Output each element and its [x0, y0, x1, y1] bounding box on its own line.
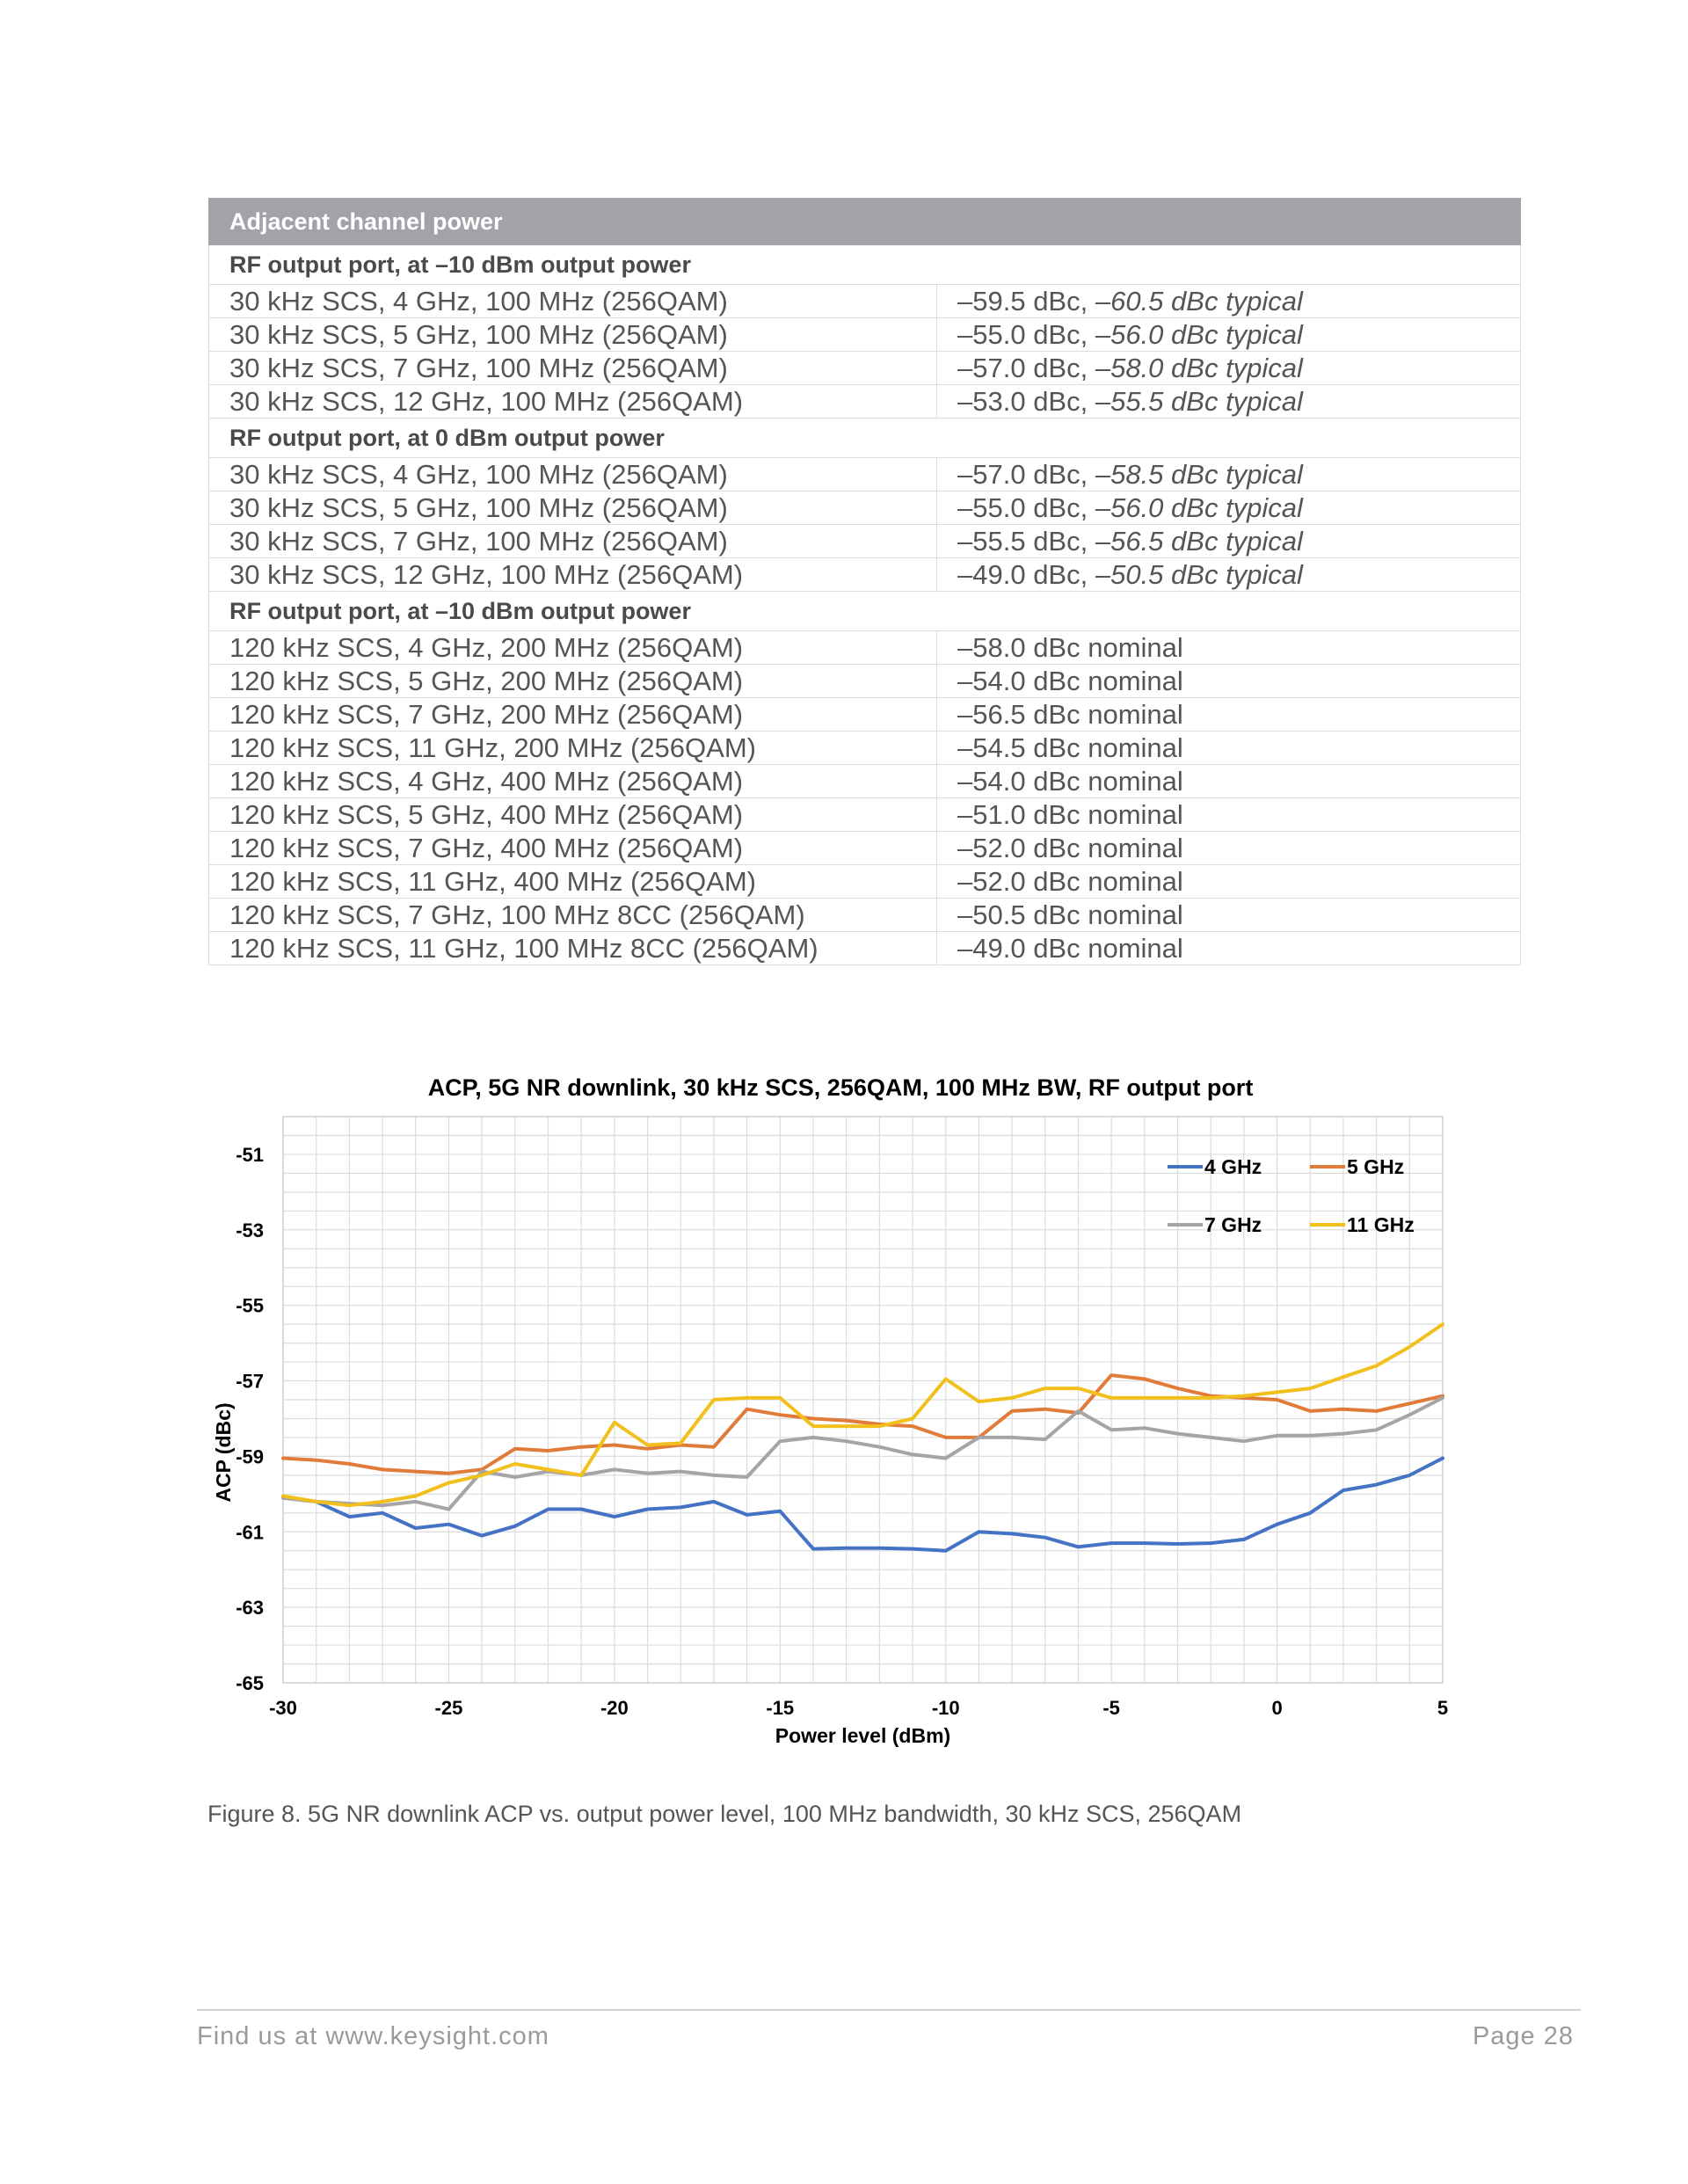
row-value: [937, 385, 1521, 419]
y-tick-label: -59: [236, 1445, 264, 1468]
table-row: [209, 865, 1521, 899]
x-tick-label: -20: [600, 1697, 629, 1719]
table-row: [209, 318, 1521, 352]
row-value: [937, 798, 1521, 832]
table-row: [209, 525, 1521, 558]
spec-value: –55.0 dBc,: [957, 492, 1095, 523]
row-label: 120 kHz SCS, 11 GHz, 200 MHz (256QAM): [209, 732, 937, 765]
spec-value: –52.0 dBc nominal: [957, 866, 1183, 897]
x-tick-label: -15: [766, 1697, 795, 1719]
figure-caption: Figure 8. 5G NR downlink ACP vs. output power level, 100 MHz bandwidth, 30 kHz SCS, 256QAM: [207, 1801, 1242, 1827]
row-value: [937, 631, 1521, 665]
row-value: [937, 765, 1521, 798]
section-title: RF output port, at –10 dBm output power: [209, 245, 1521, 285]
row-label: 30 kHz SCS, 7 GHz, 100 MHz (256QAM): [209, 352, 937, 385]
table-row: [209, 765, 1521, 798]
spec-value: –53.0 dBc,: [957, 386, 1095, 417]
y-tick-label: -65: [236, 1672, 264, 1694]
row-value: [937, 525, 1521, 558]
section-title: RF output port, at 0 dBm output power: [209, 419, 1521, 458]
typical-value: –55.5 dBc typical: [1095, 386, 1303, 417]
x-tick-label: -25: [434, 1697, 463, 1719]
footer-divider: [197, 2009, 1581, 2011]
row-label: 120 kHz SCS, 11 GHz, 400 MHz (256QAM): [209, 865, 937, 899]
spec-value: –54.5 dBc nominal: [957, 732, 1183, 763]
row-label: 30 kHz SCS, 12 GHz, 100 MHz (256QAM): [209, 385, 937, 419]
spec-value: –50.5 dBc nominal: [957, 899, 1183, 930]
legend-label: 11 GHz: [1347, 1213, 1415, 1236]
spec-value: –49.0 dBc nominal: [957, 933, 1183, 964]
table-row: [209, 558, 1521, 592]
section-title: RF output port, at –10 dBm output power: [209, 592, 1521, 631]
footer-website-link[interactable]: Find us at www.keysight.com: [197, 2022, 549, 2050]
typical-value: –56.5 dBc typical: [1095, 526, 1303, 557]
row-label: 30 kHz SCS, 5 GHz, 100 MHz (256QAM): [209, 318, 937, 352]
row-label: 120 kHz SCS, 11 GHz, 100 MHz 8CC (256QAM): [209, 932, 937, 965]
series-line-1: [283, 1375, 1443, 1474]
table-row: [209, 899, 1521, 932]
y-tick-label: -51: [236, 1143, 264, 1166]
row-value: [937, 458, 1521, 491]
page-number: Page 28: [1472, 2022, 1574, 2050]
table-header: Adjacent channel power: [209, 199, 1521, 245]
typical-value: –58.5 dBc typical: [1095, 459, 1303, 490]
spec-value: –57.0 dBc,: [957, 459, 1095, 490]
spec-value: –51.0 dBc nominal: [957, 799, 1183, 830]
table-row: [209, 798, 1521, 832]
row-value: [937, 558, 1521, 592]
spec-value: –56.5 dBc nominal: [957, 699, 1183, 730]
row-label: 30 kHz SCS, 4 GHz, 100 MHz (256QAM): [209, 285, 937, 318]
spec-value: –52.0 dBc nominal: [957, 833, 1183, 863]
y-axis-label: ACP (dBc): [212, 1402, 235, 1503]
row-value: [937, 698, 1521, 732]
spec-value: –57.0 dBc,: [957, 353, 1095, 383]
table-row: [209, 458, 1521, 491]
x-tick-label: -30: [269, 1697, 297, 1719]
row-value: [937, 318, 1521, 352]
row-label: 120 kHz SCS, 7 GHz, 200 MHz (256QAM): [209, 698, 937, 732]
row-value: [937, 932, 1521, 965]
series-line-3: [283, 1324, 1443, 1505]
row-value: [937, 899, 1521, 932]
row-value: [937, 491, 1521, 525]
legend-label: 5 GHz: [1347, 1155, 1405, 1178]
table-row: [209, 285, 1521, 318]
typical-value: –56.0 dBc typical: [1095, 492, 1303, 523]
row-label: 30 kHz SCS, 5 GHz, 100 MHz (256QAM): [209, 491, 937, 525]
series-line-2: [283, 1398, 1443, 1510]
y-tick-label: -63: [236, 1597, 264, 1620]
row-label: 120 kHz SCS, 4 GHz, 200 MHz (256QAM): [209, 631, 937, 665]
row-value: [937, 832, 1521, 865]
y-tick-label: -55: [236, 1294, 264, 1317]
typical-value: –56.0 dBc typical: [1095, 319, 1303, 350]
table-row: [209, 491, 1521, 525]
legend-label: 7 GHz: [1204, 1213, 1262, 1236]
table-row: [209, 631, 1521, 665]
row-label: 30 kHz SCS, 12 GHz, 100 MHz (256QAM): [209, 558, 937, 592]
legend-label: 4 GHz: [1204, 1155, 1262, 1178]
section-row: [209, 419, 1521, 458]
row-value: [937, 352, 1521, 385]
table-row: [209, 385, 1521, 419]
row-value: [937, 665, 1521, 698]
x-tick-label: 0: [1271, 1697, 1283, 1719]
x-tick-label: -10: [931, 1697, 960, 1719]
row-value: [937, 285, 1521, 318]
row-label: 120 kHz SCS, 7 GHz, 100 MHz 8CC (256QAM): [209, 899, 937, 932]
y-tick-label: -61: [236, 1521, 264, 1544]
y-tick-label: -53: [236, 1219, 264, 1241]
x-tick-label: 5: [1437, 1697, 1449, 1719]
table-row: [209, 352, 1521, 385]
table-row: [209, 932, 1521, 965]
spec-value: –49.0 dBc,: [957, 559, 1095, 590]
chart-title: ACP, 5G NR downlink, 30 kHz SCS, 256QAM, 100 MHz BW, RF output port: [427, 1074, 1254, 1101]
row-value: [937, 865, 1521, 899]
row-label: 30 kHz SCS, 4 GHz, 100 MHz (256QAM): [209, 458, 937, 491]
spec-value: –59.5 dBc,: [957, 286, 1095, 317]
acp-spec-table: [208, 198, 1521, 965]
table-row: [209, 832, 1521, 865]
row-value: [937, 732, 1521, 765]
x-axis-label: Power level (dBm): [775, 1724, 951, 1747]
row-label: 120 kHz SCS, 7 GHz, 400 MHz (256QAM): [209, 832, 937, 865]
spec-value: –54.0 dBc nominal: [957, 666, 1183, 696]
typical-value: –58.0 dBc typical: [1095, 353, 1303, 383]
spec-value: –55.5 dBc,: [957, 526, 1095, 557]
y-tick-label: -57: [236, 1370, 264, 1393]
spec-value: –55.0 dBc,: [957, 319, 1095, 350]
row-label: 30 kHz SCS, 7 GHz, 100 MHz (256QAM): [209, 525, 937, 558]
table-row: [209, 732, 1521, 765]
x-tick-label: -5: [1102, 1697, 1120, 1719]
typical-value: –50.5 dBc typical: [1095, 559, 1303, 590]
acp-chart: [0, 1055, 1688, 1758]
table-row: [209, 698, 1521, 732]
spec-value: –58.0 dBc nominal: [957, 632, 1183, 663]
section-row: [209, 245, 1521, 285]
table-row: [209, 665, 1521, 698]
row-label: 120 kHz SCS, 4 GHz, 400 MHz (256QAM): [209, 765, 937, 798]
row-label: 120 kHz SCS, 5 GHz, 400 MHz (256QAM): [209, 798, 937, 832]
section-row: [209, 592, 1521, 631]
spec-value: –54.0 dBc nominal: [957, 766, 1183, 797]
typical-value: –60.5 dBc typical: [1095, 286, 1303, 317]
row-label: 120 kHz SCS, 5 GHz, 200 MHz (256QAM): [209, 665, 937, 698]
